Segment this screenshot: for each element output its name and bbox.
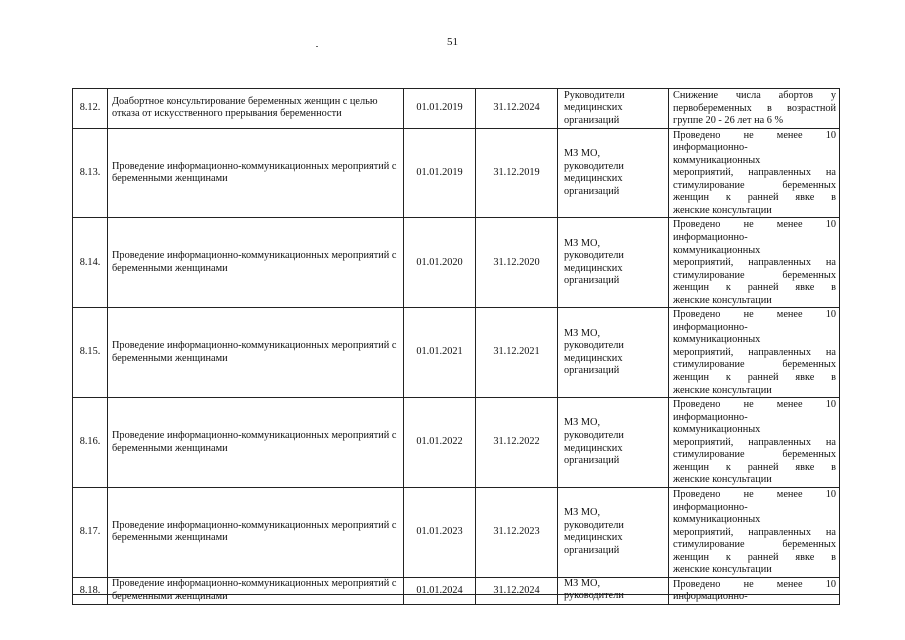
responsible-line: руководители	[564, 519, 624, 531]
item-number: 8.12.	[73, 89, 108, 129]
activity-cell: Проведение информационно-коммуникационных мероприятий с беременными женщинами	[108, 308, 404, 398]
result-line: Проведено не менее 10	[673, 578, 836, 590]
result-line: Проведено не менее 10	[673, 399, 836, 411]
result-line: Проведено не менее 10	[673, 129, 836, 141]
result-line: коммуникационных	[673, 154, 761, 166]
end-date: 31.12.2023	[476, 487, 558, 577]
result-line: информационно-	[673, 321, 748, 333]
result-line: Снижение числа абортов у	[673, 90, 836, 101]
expected-result-cell	[669, 398, 840, 488]
result-line: коммуникационных	[673, 514, 761, 526]
activity-cell: Проведение информационно-коммуникационных мероприятий с беременными женщинами	[108, 487, 404, 577]
activity-cell: Проведение информационно-коммуникационных мероприятий с беременными женщинами	[108, 398, 404, 488]
result-line: стимулирование беременных	[673, 539, 836, 551]
end-date: 31.12.2021	[476, 308, 558, 398]
start-date: 01.01.2020	[404, 218, 476, 308]
result-line: информационно-	[673, 232, 748, 244]
responsible-line: руководители	[564, 590, 624, 602]
plan-table-container	[72, 88, 839, 603]
result-line: коммуникационных	[673, 334, 761, 346]
expected-result-cell	[669, 577, 840, 604]
result-line: коммуникационных	[673, 244, 761, 256]
end-date: 31.12.2020	[476, 218, 558, 308]
table-row	[73, 398, 840, 488]
result-line: стимулирование беременных	[673, 269, 836, 281]
end-date: 31.12.2024	[476, 89, 558, 129]
responsible-line: руководители	[564, 250, 624, 262]
plan-table-body	[73, 89, 840, 605]
result-line: женские консультации	[673, 474, 772, 486]
responsible-line: медицинских	[564, 442, 623, 454]
responsible-line: Руководители	[564, 89, 625, 101]
result-line: Проведено не менее 10	[673, 219, 836, 231]
responsible-cell	[558, 128, 669, 218]
result-line: женские консультации	[673, 294, 772, 306]
responsible-line: организаций	[564, 544, 620, 556]
responsible-line: организаций	[564, 114, 620, 126]
responsible-cell	[558, 308, 669, 398]
result-line: женские консультации	[673, 564, 772, 576]
result-line: первобеременных в возрастной	[673, 102, 836, 114]
result-line: информационно-	[673, 411, 748, 423]
result-line: женщин к ранней явке в	[673, 192, 836, 204]
start-date: 01.01.2022	[404, 398, 476, 488]
responsible-line: медицинских	[564, 102, 623, 114]
end-date: 31.12.2024	[476, 577, 558, 604]
result-line: Проведено не менее 10	[673, 488, 836, 500]
expected-result-cell	[669, 308, 840, 398]
result-line: мероприятий, направленных на	[673, 526, 836, 538]
plan-table	[72, 88, 840, 605]
responsible-line: организаций	[564, 455, 620, 467]
result-line: стимулирование беременных	[673, 179, 836, 191]
scan-speck	[316, 46, 318, 47]
responsible-line: организаций	[564, 185, 620, 197]
responsible-line: медицинских	[564, 262, 623, 274]
activity-cell: Проведение информационно-коммуникационных мероприятий с беременными женщинами	[108, 218, 404, 308]
result-line: группе 20 - 26 лет на 6 %	[673, 115, 784, 127]
responsible-line: организаций	[564, 275, 620, 287]
start-date: 01.01.2023	[404, 487, 476, 577]
table-row	[73, 218, 840, 308]
item-number: 8.18.	[73, 577, 108, 604]
result-line: женские консультации	[673, 384, 772, 396]
responsible-line: медицинских	[564, 532, 623, 544]
expected-result-cell	[669, 128, 840, 218]
end-date: 31.12.2022	[476, 398, 558, 488]
activity-cell: Доабортное консультирование беременных женщин с целью отказа от искусственного прерывания беременности	[108, 89, 404, 129]
responsible-line: медицинских	[564, 352, 623, 364]
responsible-line: МЗ МО,	[564, 507, 601, 519]
table-row	[73, 487, 840, 577]
activity-cell: Проведение информационно-коммуникационных мероприятий с беременными женщинами	[108, 128, 404, 218]
result-line: стимулирование беременных	[673, 359, 836, 371]
responsible-cell	[558, 577, 669, 604]
responsible-line: МЗ МО,	[564, 147, 601, 159]
result-line: женщин к ранней явке в	[673, 282, 836, 294]
result-line: женщин к ранней явке в	[673, 461, 836, 473]
responsible-cell	[558, 89, 669, 129]
result-line: коммуникационных	[673, 424, 761, 436]
responsible-line: руководители	[564, 429, 624, 441]
start-date: 01.01.2024	[404, 577, 476, 604]
start-date: 01.01.2019	[404, 128, 476, 218]
responsible-line: руководители	[564, 340, 624, 352]
activity-cell: Проведение информационно-коммуникационных мероприятий с беременными женщинами	[108, 577, 404, 604]
item-number: 8.16.	[73, 398, 108, 488]
result-line: мероприятий, направленных на	[673, 436, 836, 448]
responsible-cell	[558, 218, 669, 308]
result-line: информационно-	[673, 142, 748, 154]
responsible-line: МЗ МО,	[564, 577, 601, 589]
result-line: мероприятий, направленных на	[673, 167, 836, 179]
responsible-cell	[558, 487, 669, 577]
expected-result-cell	[669, 89, 840, 129]
result-line: мероприятий, направленных на	[673, 346, 836, 358]
page-number: 51	[447, 36, 458, 48]
result-line: мероприятий, направленных на	[673, 257, 836, 269]
result-line: женщин к ранней явке в	[673, 372, 836, 384]
responsible-line: руководители	[564, 160, 624, 172]
responsible-line: МЗ МО,	[564, 327, 601, 339]
responsible-line: медицинских	[564, 173, 623, 185]
table-row	[73, 128, 840, 218]
expected-result-cell	[669, 487, 840, 577]
result-line: стимулирование беременных	[673, 449, 836, 461]
responsible-line: МЗ МО,	[564, 417, 601, 429]
end-date: 31.12.2019	[476, 128, 558, 218]
table-row	[73, 308, 840, 398]
result-line: женские консультации	[673, 204, 772, 216]
table-row	[73, 89, 840, 129]
responsible-line: организаций	[564, 365, 620, 377]
table-row	[73, 577, 840, 604]
item-number: 8.14.	[73, 218, 108, 308]
result-line: женщин к ранней явке в	[673, 551, 836, 563]
responsible-line: МЗ МО,	[564, 237, 601, 249]
expected-result-cell	[669, 218, 840, 308]
item-number: 8.15.	[73, 308, 108, 398]
responsible-cell	[558, 398, 669, 488]
start-date: 01.01.2019	[404, 89, 476, 129]
item-number: 8.17.	[73, 487, 108, 577]
item-number: 8.13.	[73, 128, 108, 218]
result-line: информационно-	[673, 501, 748, 513]
start-date: 01.01.2021	[404, 308, 476, 398]
result-line: Проведено не менее 10	[673, 309, 836, 321]
result-line: информационно-	[673, 591, 748, 603]
